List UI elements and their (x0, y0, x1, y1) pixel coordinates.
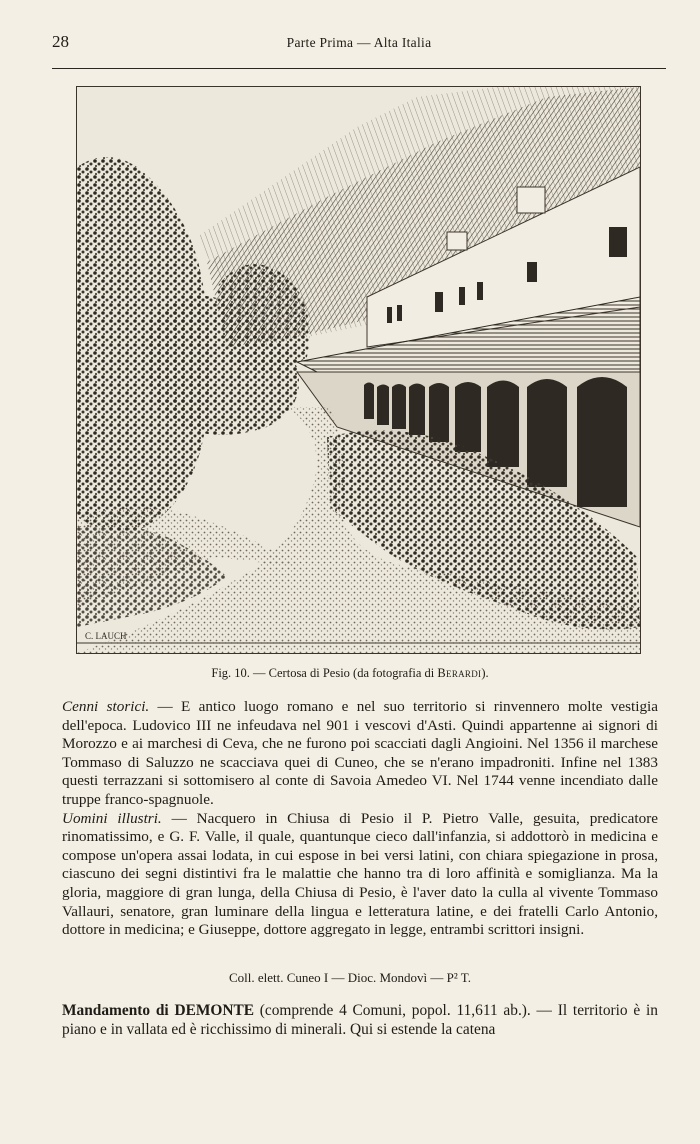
running-title: Parte Prima — Alta Italia (286, 35, 432, 50)
mandamento-title: Mandamento di DEMONTE (62, 1002, 254, 1019)
cenni-storici-label: Cenni storici. (62, 698, 150, 715)
uomini-illustri-label: Uomini illustri. (62, 809, 162, 827)
mandamento-paragraph (62, 1002, 658, 1039)
paragraph-cenni-storici (62, 698, 658, 810)
figure-caption (0, 666, 700, 681)
paragraph-uomini-illustri (62, 810, 658, 940)
caption-prefix: Fig. 10. — Certosa di Pesio (da fotografia di (211, 666, 438, 680)
body-text (62, 698, 658, 940)
cenni-storici-text: — E antico luogo romano e nel suo territorio si rinvennero molte vestigia dell'epoca. Ludovico III ne infeudava nel 901 i vescovi d'Asti. Quindi appartenne ai signori di Morozzo e ai marchesi di Ceva, che ne furono poi scacciati dagli Angioini. Nel 1356 il marchese Tommaso di Saluzzo ne scacciava quei di Cuneo, che se n'erano impadroniti. Infine nel 1383 questi terrazzani si sottomisero al conte di Savoia Amedeo VI. Nel 1744 venne incendiato dalle truppe franco-spagnuole. (62, 698, 658, 808)
electoral-college-line: Coll. elett. Cuneo I — Dioc. Mondovì — P² T. (228, 970, 472, 985)
mandamento-text: (comprende 4 Comuni, popol. 11,611 ab.). — Il territorio è in piano e in vallata ed è ricchissimo di minerali. Qui si estende la catena (62, 1002, 658, 1038)
certosa-engraving (77, 87, 640, 653)
engraving-illustration (76, 86, 641, 654)
page-header (52, 30, 666, 69)
page-number: 28 (52, 32, 69, 51)
caption-author: Berardi (437, 666, 482, 680)
caption-suffix: ). (481, 666, 489, 680)
uomini-illustri-text: — Nacquero in Chiusa di Pesio il P. Pietro Valle, gesuita, predicatore rinomatissimo, e G. F. Valle, il quale, quantunque cieco dall'infanzia, si addottorò in medicina e compose un'opera assai lodata, in cui espose in bei versi latini, con chiara spiegazione in prosa, ciascuno dei segni distintivi fra le malattie che hanno tra di loro affinità e somiglianza. Ma la gloria, maggiore di gran lunga, della Chiusa di Pesio, è l'aver dato la culla al vivente Tommaso Vallauri, senatore, gran luminare della lingua e letteratura latine, e dei fratelli Carlo Antonio, dottore in medicina; e Giuseppe, dottore aggregato in legge, entrambi scrittori insigni. (62, 809, 659, 939)
engraver-signature: C. LAUCH (85, 631, 127, 641)
